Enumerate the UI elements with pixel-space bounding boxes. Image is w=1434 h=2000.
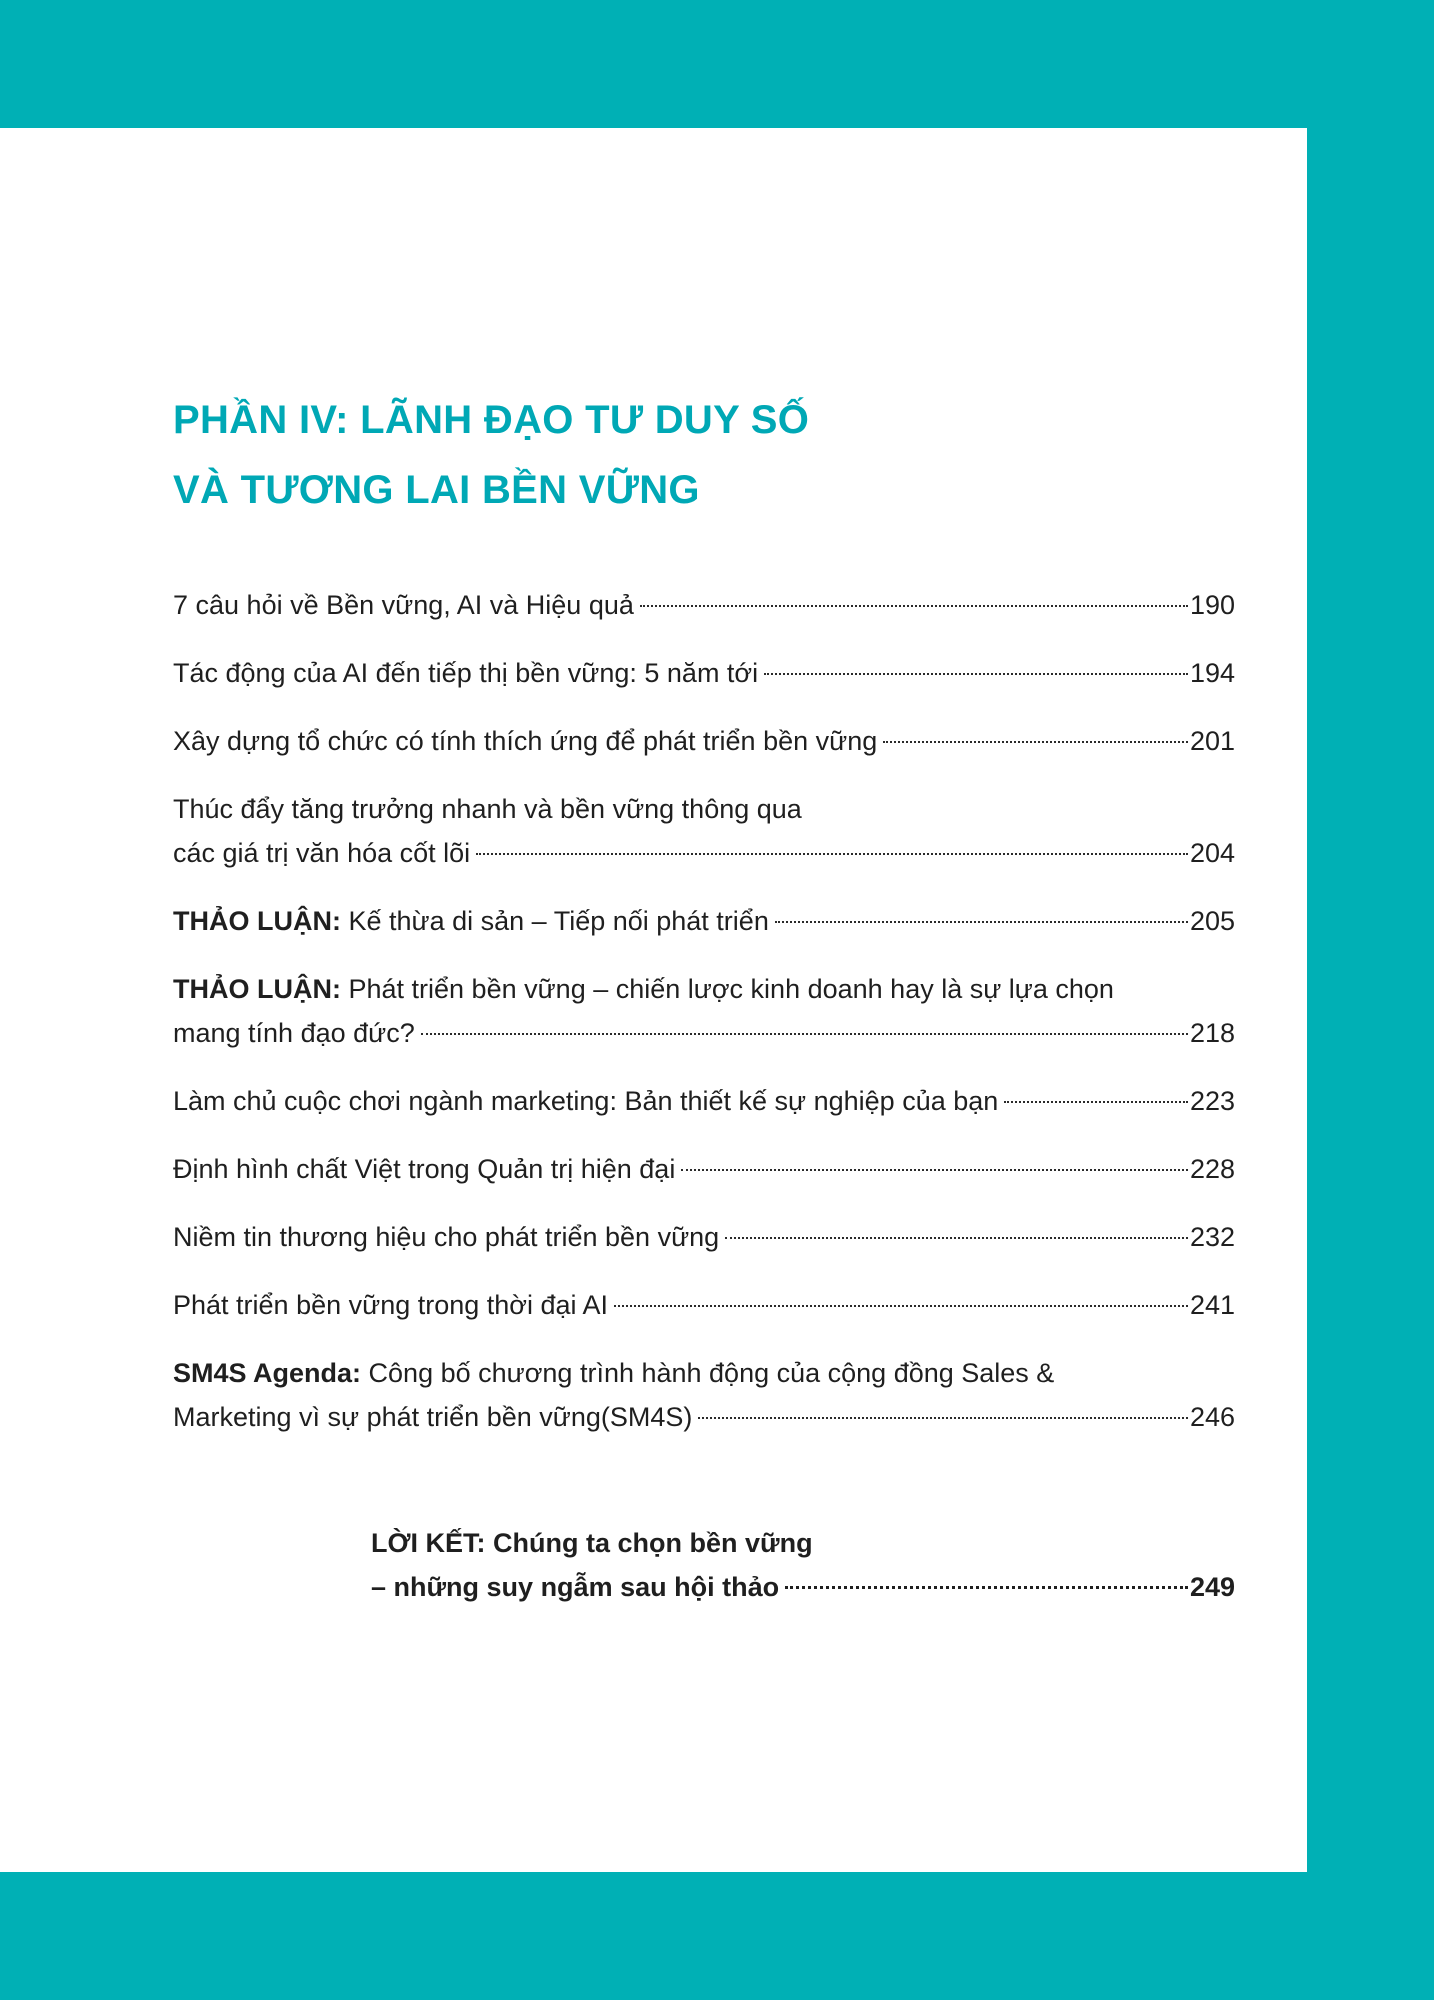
dot-leader [421,1033,1188,1035]
toc-entry-title: Niềm tin thương hiệu cho phát triển bền vững [173,1222,720,1252]
teal-frame-top [0,0,1434,128]
toc-entry-title: Kế thừa di sản – Tiếp nối phát triển [340,906,769,936]
toc-entry[interactable] [173,967,1235,1055]
toc-entry[interactable] [173,583,1235,627]
closing-entry[interactable] [371,1521,1235,1609]
toc-entry-page: 218 [1189,1018,1235,1048]
toc-entry-title-line1: Công bố chương trình hành động của cộng đồng Sales & [361,1358,1055,1388]
toc-entry[interactable] [173,1283,1235,1327]
toc-entry-page: 204 [1189,838,1235,868]
toc-entry-label: THẢO LUẬN: [173,906,341,936]
toc-entry-page: 205 [1189,906,1235,936]
toc-entry-label: SM4S Agenda: [173,1358,362,1388]
toc-entry[interactable] [173,719,1235,763]
toc-entry[interactable] [173,1079,1235,1123]
toc-entry-title-line1: Phát triển bền vững – chiến lược kinh doanh hay là sự lựa chọn [340,974,1114,1004]
toc-entry-title: Định hình chất Việt trong Quản trị hiện đại [173,1154,676,1184]
toc-entry[interactable] [173,1147,1235,1191]
toc-entry-page: 190 [1189,590,1235,620]
closing-title-line1: LỜI KẾT: Chúng ta chọn bền vững [371,1528,813,1558]
part-title [173,385,1235,525]
toc-entry[interactable] [173,787,1235,875]
toc-entry-title: Phát triển bền vững trong thời đại AI [173,1290,609,1320]
dot-leader [775,921,1188,923]
dot-leader [764,673,1188,675]
dot-leader [785,1586,1188,1589]
toc-entry-page: 228 [1189,1154,1235,1184]
toc-entry-page: 223 [1189,1086,1235,1116]
closing-page: 249 [1189,1572,1235,1602]
toc-entry-title: Làm chủ cuộc chơi ngành marketing: Bản thiết kế sự nghiệp của bạn [173,1086,999,1116]
dot-leader [640,605,1188,607]
dot-leader [725,1237,1188,1239]
toc-entry-title-line1: Thúc đẩy tăng trưởng nhanh và bền vững thông qua [173,794,802,824]
toc-entry-title: Tác động của AI đến tiếp thị bền vững: 5 năm tới [173,658,759,688]
toc-entry[interactable] [173,1351,1235,1439]
dot-leader [883,741,1188,743]
teal-frame-bottom [0,1872,1434,2000]
toc-entry-page: 241 [1189,1290,1235,1320]
table-of-contents [173,583,1235,1439]
dot-leader [681,1169,1188,1171]
toc-entry-title: 7 câu hỏi về Bền vững, AI và Hiệu quả [173,590,634,620]
dot-leader [614,1305,1188,1307]
toc-entry-page: 232 [1189,1222,1235,1252]
teal-frame-right [1307,0,1434,2000]
toc-entry[interactable] [173,651,1235,695]
toc-page-content [173,385,1235,1609]
toc-entry-title-line2: mang tính đạo đức? [173,1018,415,1048]
part-title-line2: VÀ TƯƠNG LAI BỀN VỮNG [173,468,700,512]
toc-entry-title: Xây dựng tổ chức có tính thích ứng để phát triển bền vững [173,726,878,756]
toc-entry[interactable] [173,899,1235,943]
toc-entry-page: 201 [1189,726,1235,756]
toc-entry-title-line2: các giá trị văn hóa cốt lõi [173,838,471,868]
toc-entry-page: 194 [1189,658,1235,688]
part-title-line1: PHẦN IV: LÃNH ĐẠO TƯ DUY SỐ [173,398,810,442]
toc-entry[interactable] [173,1215,1235,1259]
toc-entry-label: THẢO LUẬN: [173,974,341,1004]
closing-title-line2: – những suy ngẫm sau hội thảo [371,1572,780,1602]
dot-leader [1004,1101,1188,1103]
dot-leader [698,1417,1188,1419]
dot-leader [476,853,1188,855]
toc-entry-title-line2: Marketing vì sự phát triển bền vững(SM4S) [173,1402,693,1432]
toc-entry-page: 246 [1189,1402,1235,1432]
